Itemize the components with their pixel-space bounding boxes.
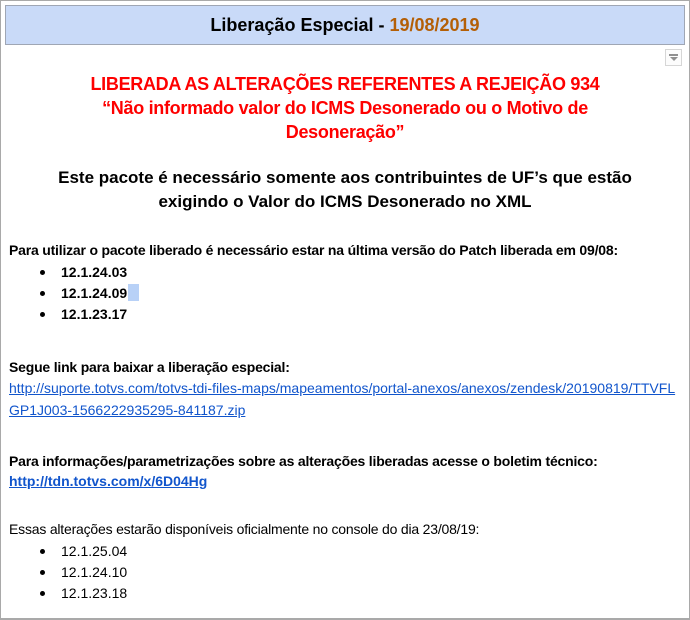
scope-note: Este pacote é necessário somente aos contribuintes de UF’s que estão exigindo o Valor do ICMS Desonerado no XML [58,168,632,211]
download-label: Segue link para baixar a liberação especial: [9,359,290,375]
alert-title: LIBERADA AS ALTERAÇÕES REFERENTES A REJEIÇÃO 934 [90,74,600,94]
patch-version: 12.1.24.09 [61,285,128,301]
note-body [5,72,685,604]
alert-subtitle: “Não informado valor do ICMS Desonerado ou o Motivo de Desoneração” [102,98,588,142]
console-version: 12.1.23.18 [61,585,128,601]
bulletin-link[interactable]: http://tdn.totvs.com/x/6D04Hg [9,473,208,489]
patch-version: 12.1.23.17 [61,306,128,322]
text-selection-highlight [128,284,139,301]
console-version: 12.1.24.10 [61,564,128,580]
list-item [9,541,681,562]
page-title: Liberação Especial - [210,14,385,35]
release-date: 19/08/2019 [389,14,480,35]
patch-intro: Para utilizar o pacote liberado é necessário estar na última versão do Patch liberada em 09/08: [9,242,618,258]
list-item [9,583,681,604]
patch-version: 12.1.24.03 [61,264,128,280]
list-item [9,283,681,304]
bulletin-section [9,451,681,491]
table-dropdown-icon [669,54,678,56]
console-intro: Essas alterações estarão disponíveis oficialmente no console do dia 23/08/19: [9,521,480,537]
console-version-list [9,541,681,604]
patch-version-list [9,262,681,325]
list-item [9,562,681,583]
console-version: 12.1.25.04 [61,543,128,559]
patch-section [9,240,681,325]
bulletin-label: Para informações/parametrizações sobre as alterações liberadas acesse o boletim técnico: [9,453,598,469]
download-link[interactable]: http://suporte.totvs.com/totvs-tdi-files-maps/mapeamentos/portal-anexos/anexos/zendesk/20190819/TTVFLGP1J003-1566222935295-841187.zip [9,380,676,418]
table-dropdown-button[interactable] [665,49,682,66]
page-header [5,5,685,45]
alert-heading [9,72,681,144]
table-dropdown-icon [670,57,678,61]
console-section [9,519,681,604]
list-item [9,304,681,325]
download-section [9,357,681,421]
list-item [9,262,681,283]
